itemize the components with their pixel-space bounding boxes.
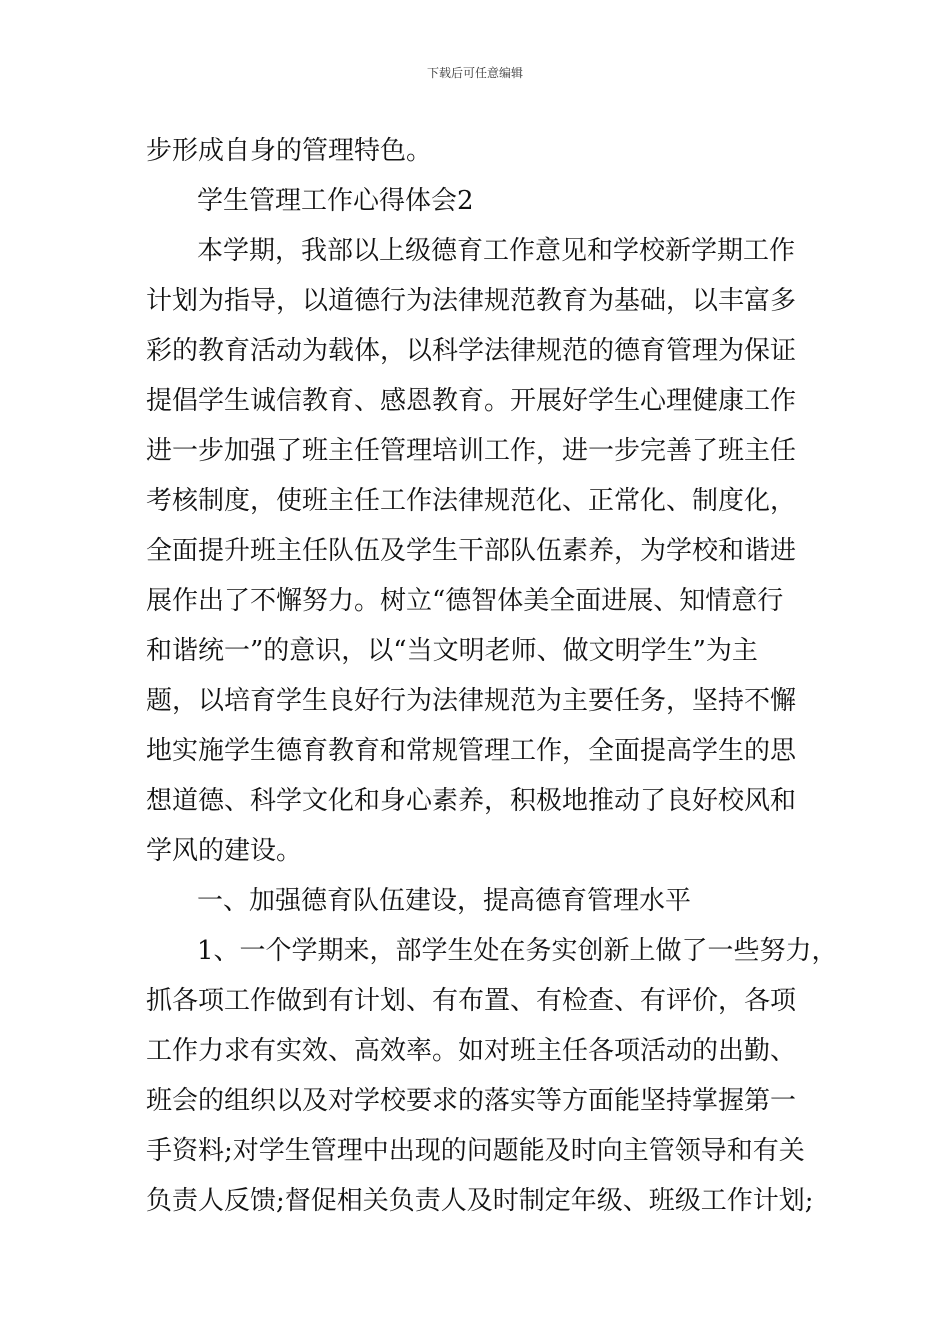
page-header: 下载后可任意编辑 bbox=[426, 66, 523, 80]
section-heading: 一、加强德育队伍建设，提高德育管理水平 bbox=[197, 886, 692, 916]
text-line: 班会的组织以及对学校要求的落实等方面能坚持掌握第一 bbox=[146, 1086, 797, 1116]
text-line: 计划为指导，以道德行为法律规范教育为基础，以丰富多 bbox=[146, 286, 797, 316]
text-line: 地实施学生德育教育和常规管理工作，全面提高学生的思 bbox=[146, 736, 797, 766]
section-heading: 学生管理工作心得体会2 bbox=[197, 186, 474, 216]
text-line: 步形成自身的管理特色。 bbox=[146, 136, 433, 166]
text-line: 负责人反馈;督促相关负责人及时制定年级、班级工作计划; bbox=[146, 1186, 814, 1216]
text-line: 全面提升班主任队伍及学生干部队伍素养，为学校和谐进 bbox=[146, 536, 797, 566]
text-line: 学风的建设。 bbox=[146, 836, 303, 866]
text-line: 提倡学生诚信教育、感恩教育。开展好学生心理健康工作 bbox=[146, 386, 797, 416]
text-line: 想道德、科学文化和身心素养，积极地推动了良好校风和 bbox=[146, 786, 797, 816]
text-line: 手资料;对学生管理中出现的问题能及时向主管领导和有关 bbox=[146, 1136, 805, 1166]
text-line: 彩的教育活动为载体，以科学法律规范的德育管理为保证 bbox=[146, 336, 797, 366]
paragraph-start: 1、一个学期来，部学生处在务实创新上做了一些努力， bbox=[197, 936, 838, 966]
text-line: 考核制度，使班主任工作法律规范化、正常化、制度化， bbox=[146, 486, 797, 516]
text-line: 工作力求有实效、高效率。如对班主任各项活动的出勤、 bbox=[146, 1036, 797, 1066]
text-line: 题，以培育学生良好行为法律规范为主要任务，坚持不懈 bbox=[146, 686, 797, 716]
paragraph-start: 本学期，我部以上级德育工作意见和学校新学期工作 bbox=[197, 236, 796, 266]
text-line: 抓各项工作做到有计划、有布置、有检查、有评价，各项 bbox=[146, 986, 797, 1016]
text-line: 展作出了不懈努力。树立“德智体美全面进展、知情意行 bbox=[146, 586, 784, 616]
text-line: 和谐统一”的意识，以“当文明老师、做文明学生”为主 bbox=[146, 636, 758, 666]
text-line: 进一步加强了班主任管理培训工作，进一步完善了班主任 bbox=[146, 436, 797, 466]
